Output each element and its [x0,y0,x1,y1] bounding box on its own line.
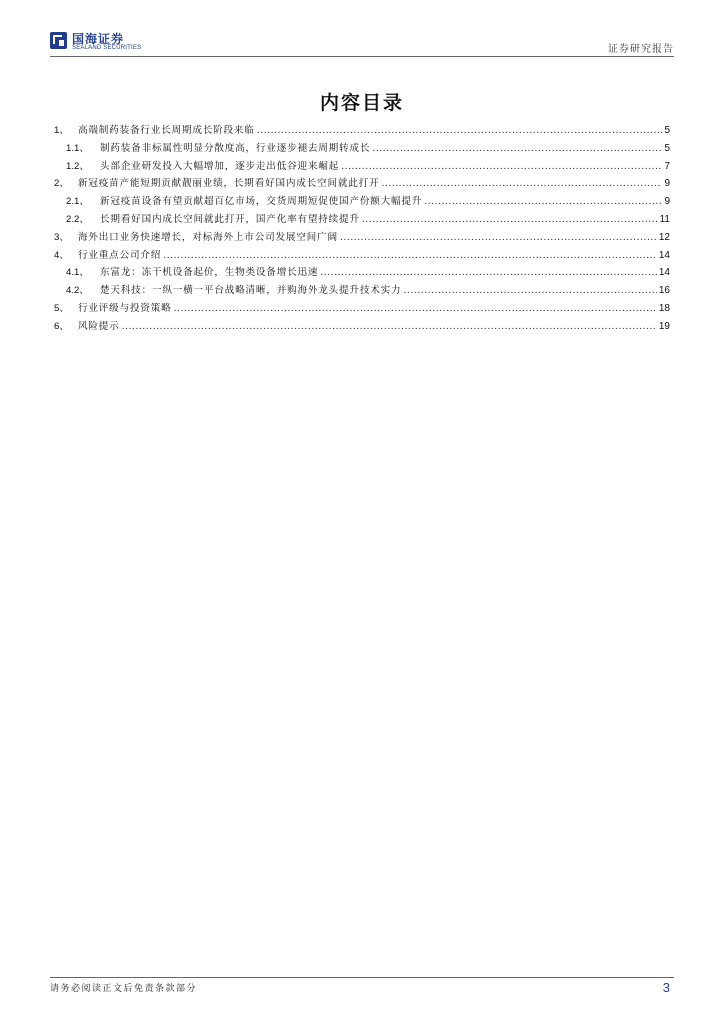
toc-leader-dots [257,125,663,136]
toc-entry-title: 行业重点公司介绍 [78,249,162,261]
toc-entry-number: 1.2、 [66,160,89,172]
toc-leader-dots [122,321,657,332]
toc-entry[interactable] [54,175,670,193]
toc-leader-dots [174,303,657,314]
toc-entry[interactable] [54,318,670,336]
toc-entry-number: 4.1、 [66,267,89,279]
toc-entry-page: 14 [658,267,670,279]
toc-entry[interactable] [54,158,670,176]
toc-entry-title: 制药装备非标属性明显分散度高，行业逐步褪去周期转成长 [100,142,371,154]
toc-leader-dots [403,285,656,296]
footer-divider [50,977,674,978]
header-divider [50,56,674,57]
toc-entry-title: 头部企业研发投入大幅增加，逐步走出低谷迎来崛起 [100,160,340,172]
toc-entry[interactable] [54,229,670,247]
toc-entry[interactable] [54,247,670,265]
toc-entry-page: 5 [664,142,670,154]
toc-entry-title: 风险提示 [78,320,120,332]
toc-entry-number: 1.1、 [66,142,89,154]
toc-entry-page: 19 [658,320,670,332]
toc-entry-title: 新冠疫苗产能短期贡献靓丽业绩，长期看好国内成长空间就此打开 [78,178,380,190]
toc-entry-page: 14 [658,249,670,261]
toc-leader-dots [362,214,658,225]
toc-leader-dots [320,267,657,278]
toc-entry[interactable] [54,211,670,229]
toc-entry[interactable] [54,140,670,158]
toc-entry-number: 2、 [54,178,69,190]
toc-entry-page: 12 [658,231,670,243]
toc-leader-dots [424,196,662,207]
toc-entry-number: 3、 [54,231,69,243]
toc-entry-number: 5、 [54,302,69,314]
toc-entry-number: 4、 [54,249,69,261]
toc-entry-title: 行业评级与投资策略 [78,302,172,314]
toc-entry-title: 东富龙：冻干机设备起价，生物类设备增长迅速 [100,267,319,279]
report-type-label: 证券研究报告 [608,44,674,55]
page-number: 3 [662,980,670,995]
toc-entry-page: 9 [664,178,670,190]
page-header [50,30,674,58]
toc-entry-title: 新冠疫苗设备有望贡献超百亿市场，交货周期短促使国产份额大幅提升 [100,196,423,208]
toc-entry[interactable] [54,300,670,318]
toc-entry-number: 6、 [54,320,69,332]
toc-entry-page: 9 [664,196,670,208]
footer-disclaimer: 请务必阅读正文后免责条款部分 [50,984,198,994]
toc-entry-page: 7 [664,160,670,172]
logo-chinese-name: 国海证券 [72,32,125,46]
toc-entry-number: 2.1、 [66,196,89,208]
toc-leader-dots [340,232,657,243]
toc-leader-dots [341,161,662,172]
toc-entry-title: 楚天科技：一纵一横一平台战略清晰，并购海外龙头提升技术实力 [100,285,402,297]
page-title: 内容目录 [319,92,404,114]
toc-entry[interactable] [54,193,670,211]
toc-entry-number: 4.2、 [66,285,89,297]
toc-entry[interactable] [54,282,670,300]
toc-leader-dots [372,143,662,154]
toc-entry-title: 高端制药装备行业长周期成长阶段来临 [78,125,255,136]
toc-entry-page: 11 [659,213,670,225]
table-of-contents [54,122,670,336]
logo-english-name: SEALAND SECURITIES [72,45,142,51]
toc-leader-dots [381,178,662,189]
toc-entry-page: 16 [658,285,670,297]
toc-leader-dots [163,250,657,261]
toc-entry-number: 2.2、 [66,213,89,225]
toc-entry[interactable] [54,264,670,282]
toc-entry-page: 5 [664,125,670,136]
company-logo-icon [50,32,67,49]
toc-entry[interactable] [54,122,670,140]
toc-entry-title: 海外出口业务快速增长，对标海外上市公司发展空间广阔 [78,231,338,243]
toc-entry-page: 18 [658,302,670,314]
toc-entry-number: 1、 [54,125,69,136]
toc-entry-title: 长期看好国内成长空间就此打开，国产化率有望持续提升 [100,213,360,225]
